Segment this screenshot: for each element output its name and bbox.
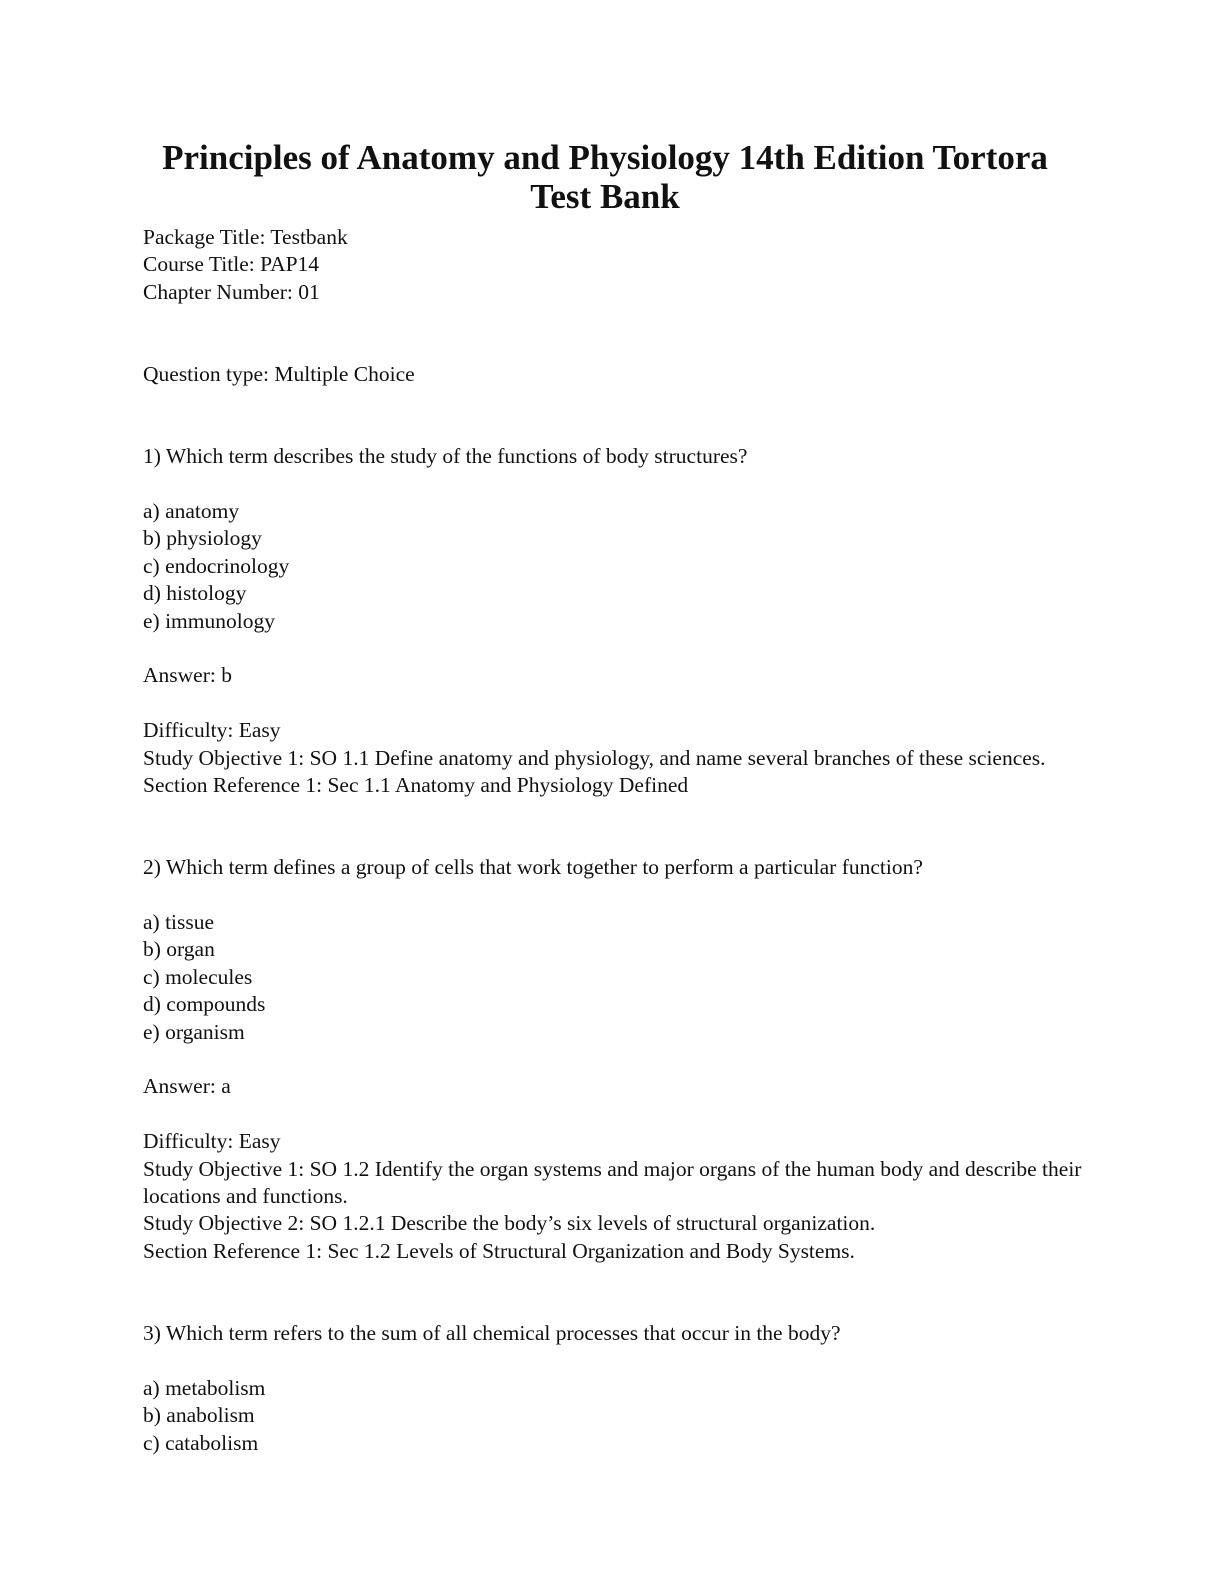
study-objective: Study Objective 1: SO 1.2 Identify the organ systems and major organs of the human body and describe their locations and functions. [143, 1156, 1082, 1209]
document-title-line-1: Principles of Anatomy and Physiology 14th Edition Tortora [162, 138, 1048, 177]
answer-option: b) organ [143, 937, 215, 962]
answer-option: a) tissue [143, 910, 215, 934]
question-1 [143, 443, 1083, 799]
study-objective: Study Objective 1: SO 1.1 Define anatomy and physiology, and name several branches of these sciences. [143, 745, 1046, 770]
question-prompt: 2) Which term defines a group of cells that work together to perform a particular function? [143, 855, 923, 880]
correct-answer: Answer: b [143, 663, 232, 688]
answer-option: d) compounds [143, 992, 266, 1017]
course-title: Course Title: PAP14 [143, 252, 320, 277]
document-title-line-2: Test Bank [530, 177, 680, 216]
answer-option: c) molecules [143, 964, 253, 989]
correct-answer: Answer: a [143, 1074, 231, 1099]
chapter-number: Chapter Number: 01 [143, 279, 320, 304]
difficulty: Difficulty: Easy [143, 718, 281, 743]
answer-option: d) histology [143, 581, 247, 606]
answer-option: b) anabolism [143, 1403, 255, 1428]
package-title: Package Title: Testbank [143, 225, 348, 249]
difficulty: Difficulty: Easy [143, 1129, 281, 1154]
document-title [0, 138, 1210, 216]
answer-option: a) anatomy [143, 498, 240, 523]
question-2 [143, 854, 1083, 1265]
section-reference: Section Reference 1: Sec 1.1 Anatomy and Physiology Defined [143, 773, 689, 798]
answer-option: b) physiology [143, 526, 262, 551]
answer-option: a) metabolism [143, 1375, 266, 1400]
study-objective: Study Objective 2: SO 1.2.1 Describe the body’s six levels of structural organization. [143, 1211, 876, 1236]
question-prompt: 3) Which term refers to the sum of all chemical processes that occur in the body? [143, 1321, 841, 1346]
answer-option: e) organism [143, 1019, 245, 1044]
question-3 [143, 1320, 1083, 1457]
answer-option: e) immunology [143, 608, 275, 633]
question-type: Question type: Multiple Choice [143, 362, 415, 386]
question-prompt: 1) Which term describes the study of the functions of body structures? [143, 444, 748, 469]
answer-option: c) endocrinology [143, 553, 290, 578]
answer-option: c) catabolism [143, 1430, 259, 1455]
document-body [143, 224, 1083, 1457]
section-reference: Section Reference 1: Sec 1.2 Levels of Structural Organization and Body Systems. [143, 1238, 855, 1263]
